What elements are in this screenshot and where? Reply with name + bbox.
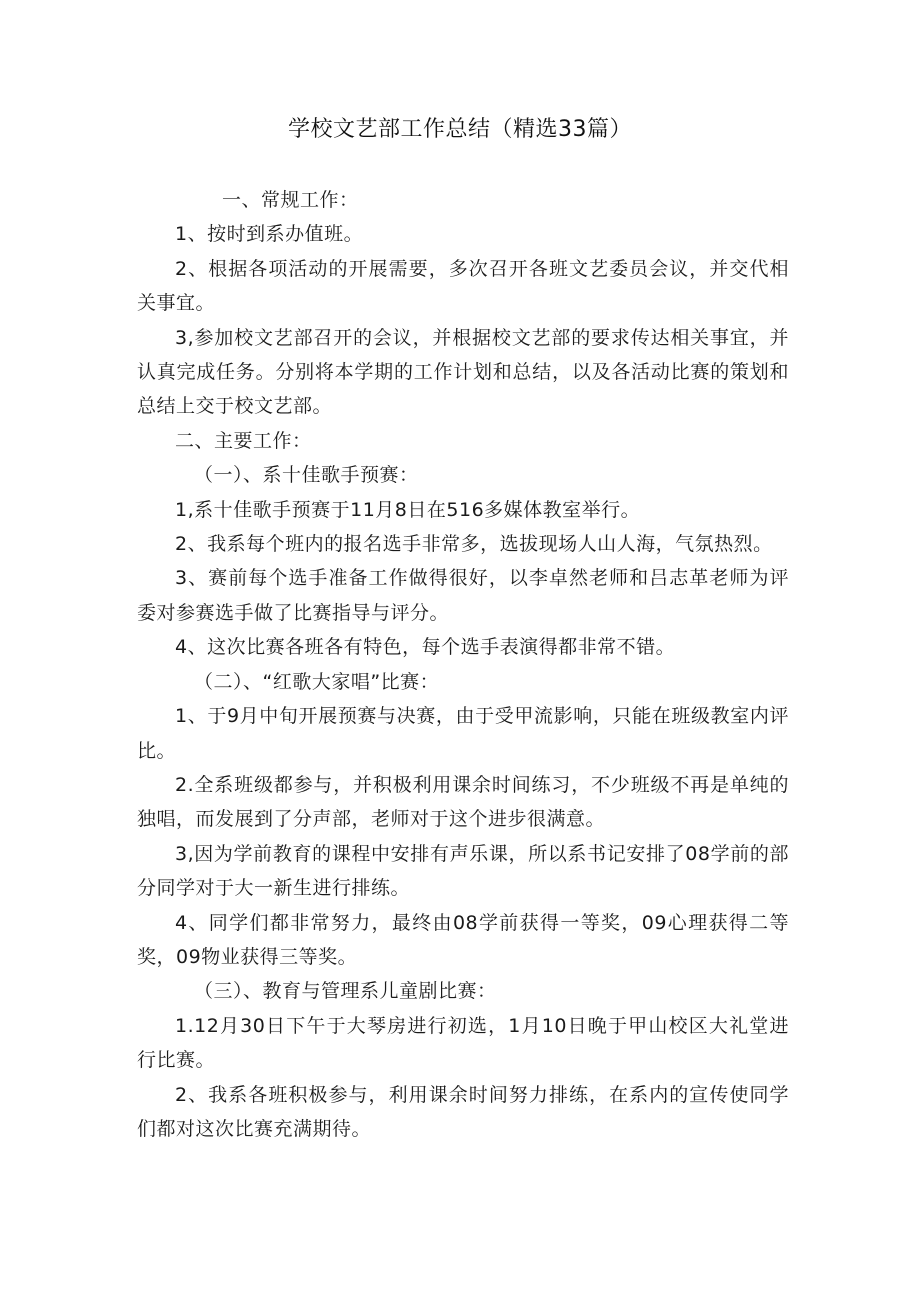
paragraph: 1,系十佳歌手预赛于11月8日在516多媒体教室举行。 — [175, 498, 641, 521]
paragraph: 4、同学们都非常努力，最终由08学前获得一等奖，09心理获得二等奖，09物业获得三等奖。 — [137, 911, 789, 968]
paragraph: 2、我系各班积极参与，利用课余时间努力排练，在系内的宣传使同学们都对这次比赛充满期待。 — [137, 1083, 789, 1140]
paragraph: 1、于9月中旬开展预赛与决赛，由于受甲流影响，只能在班级教室内评比。 — [137, 705, 789, 762]
paragraph: 2.全系班级都参与，并积极利用课余时间练习，不少班级不再是单纯的独唱，而发展到了分声部，老师对于这个进步很满意。 — [137, 773, 789, 831]
paragraph: 1、按时到系办值班。 — [175, 223, 364, 246]
section-heading-routine: 一、常规工作： — [222, 189, 359, 211]
document-title: 学校文艺部工作总结（精选33篇） — [288, 117, 632, 142]
paragraph: 4、这次比赛各班各有特色，每个选手表演得都非常不错。 — [175, 636, 676, 659]
paragraph: 2、我系每个班内的报名选手非常多，选拔现场人山人海，气氛热烈。 — [175, 533, 773, 556]
paragraph: 2、根据各项活动的开展需要，多次召开各班文艺委员会议，并交代相关事宜。 — [137, 257, 789, 315]
subsection-heading-children-drama: （三）、教育与管理系儿童剧比赛： — [194, 980, 497, 1003]
section-heading-main: 二、主要工作： — [175, 429, 312, 452]
subsection-heading-singer-contest: （一）、系十佳歌手预赛： — [194, 464, 419, 487]
document-body — [137, 183, 789, 1146]
paragraph: 1.12月30日下午于大琴房进行初选，1月10日晚于甲山校区大礼堂进行比赛。 — [137, 1014, 789, 1072]
subsection-heading-red-song-contest: （二）、“红歌大家唱”比赛： — [194, 670, 440, 693]
paragraph: 3、赛前每个选手准备工作做得很好，以李卓然老师和吕志革老师为评委对参赛选手做了比赛指导与评分。 — [137, 567, 789, 624]
paragraph: 3,参加校文艺部召开的会议，并根据校文艺部的要求传达相关事宜，并认真完成任务。分别将本学期的工作计划和总结，以及各活动比赛的策划和总结上交于校文艺部。 — [137, 326, 789, 418]
paragraph: 3,因为学前教育的课程中安排有声乐课，所以系书记安排了08学前的部分同学对于大一新生进行排练。 — [137, 842, 789, 900]
